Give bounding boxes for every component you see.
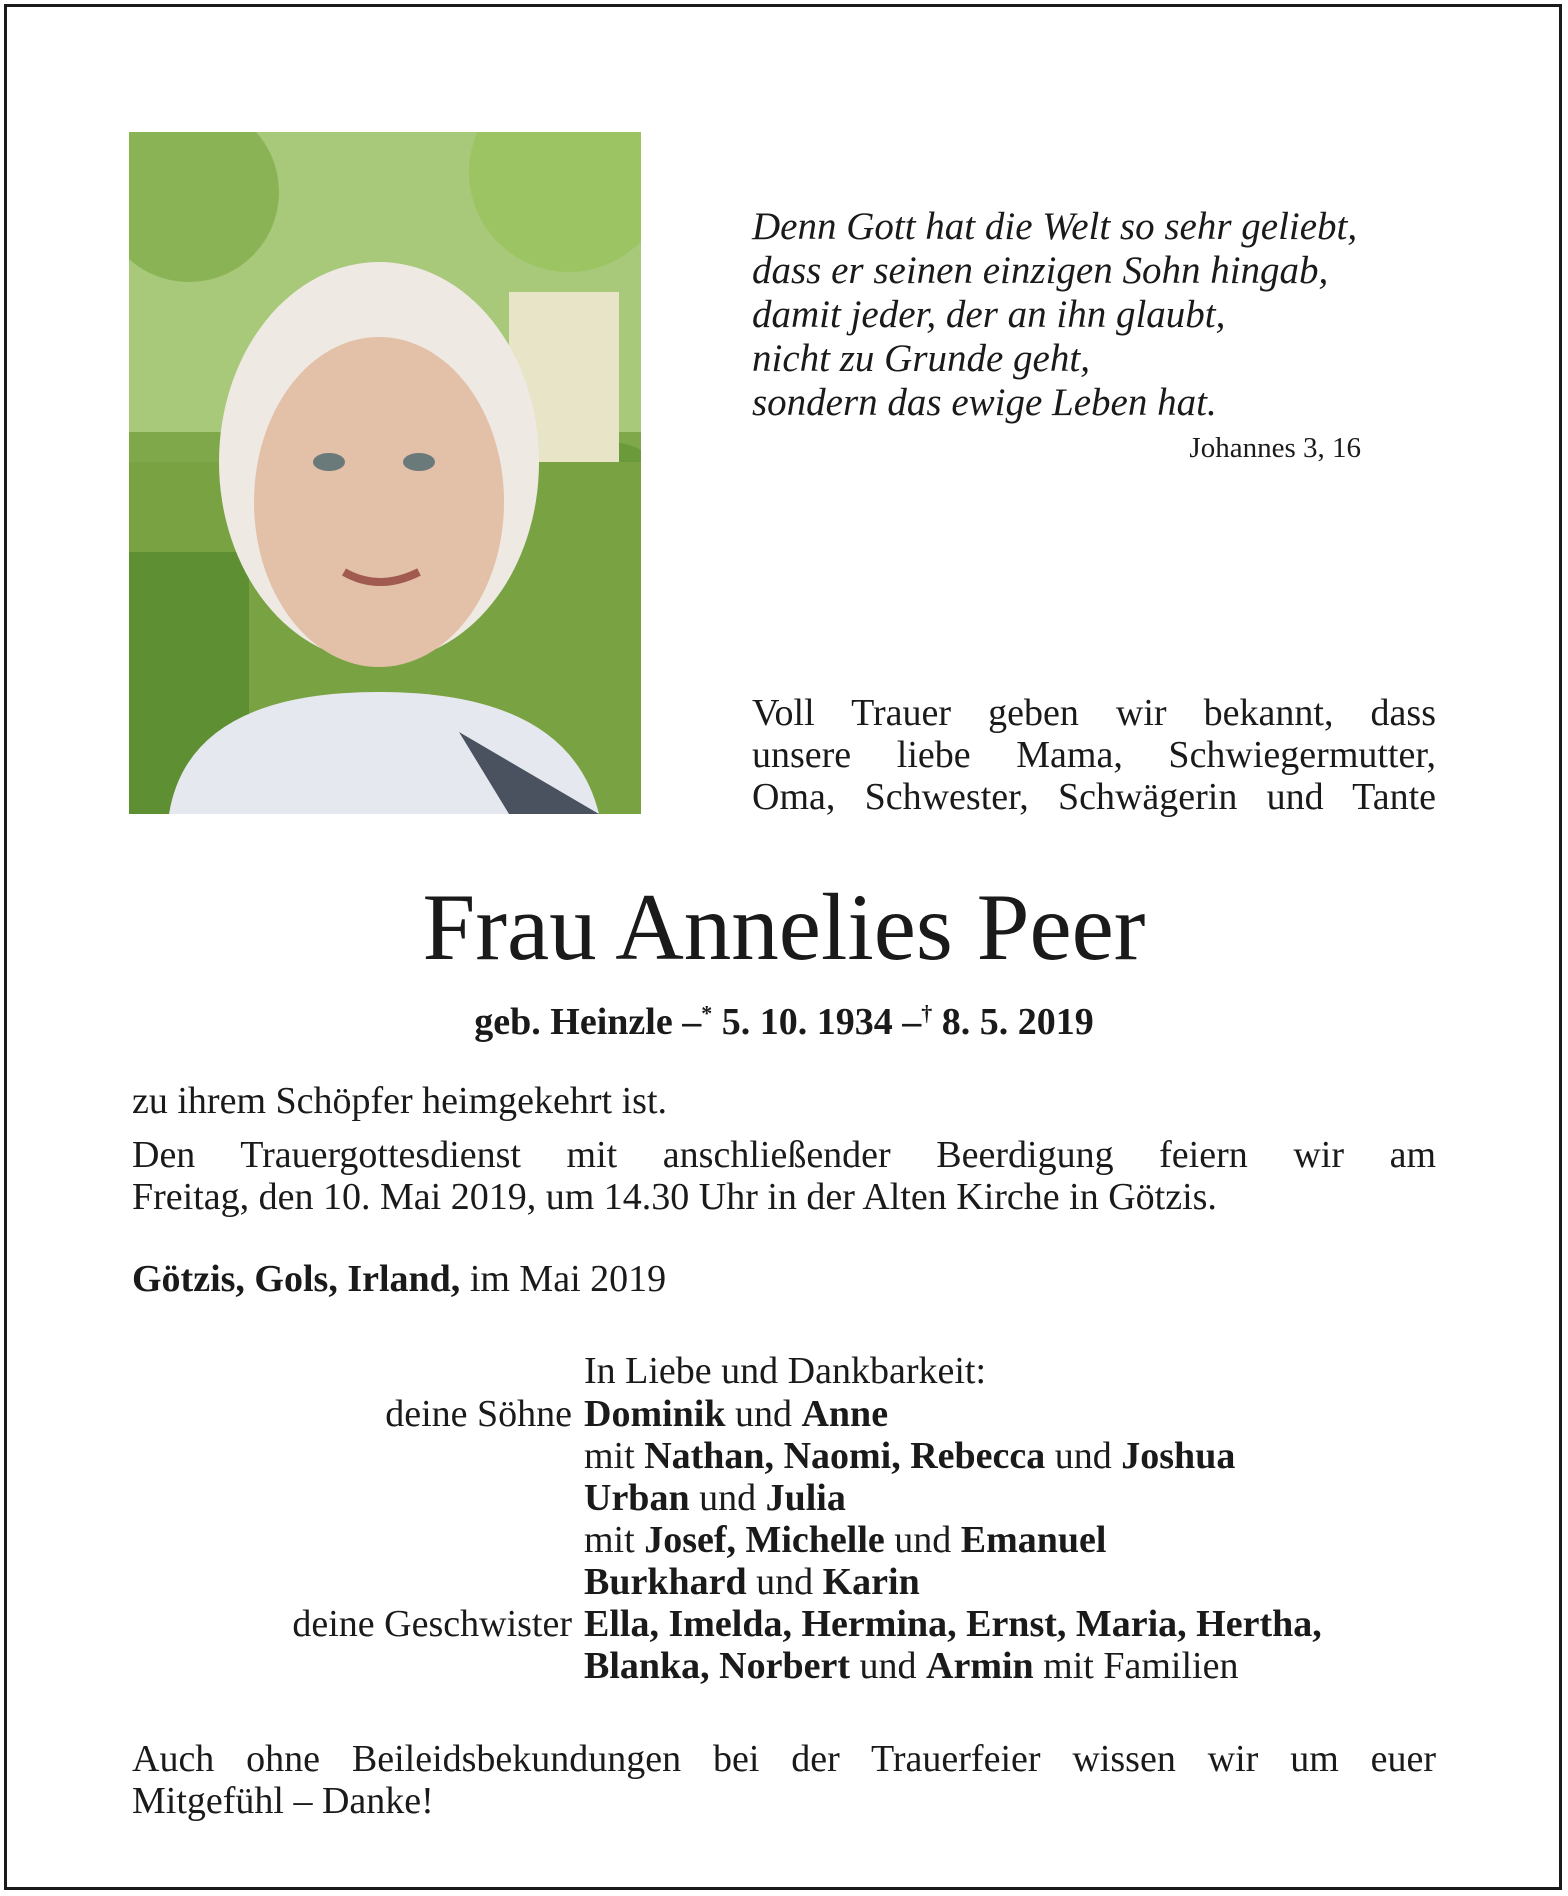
siblings-label: deine Geschwister bbox=[292, 1603, 572, 1645]
deceased-name: Frau Annelies Peer bbox=[422, 874, 1146, 980]
birth-symbol: * bbox=[701, 1000, 713, 1026]
service-line: Freitag, den 10. Mai 2019, um 14.30 Uhr in der Alten Kirche in Götzis. bbox=[132, 1176, 1217, 1218]
closing-text bbox=[132, 1738, 1436, 1822]
verse-line: damit jeder, der an ihn glaubt, bbox=[752, 293, 1226, 336]
verse-line: dass er seinen einzigen Sohn hingab, bbox=[752, 249, 1329, 292]
thanks-line: In Liebe und Dankbarkeit: bbox=[584, 1350, 987, 1392]
verse-reference: Johannes 3, 16 bbox=[1189, 432, 1361, 464]
life-dates: geb. Heinzle –* 5. 10. 1934 –† 8. 5. 2019 bbox=[474, 1000, 1094, 1043]
returned-text: zu ihrem Schöpfer heimgekehrt ist. bbox=[132, 1080, 668, 1122]
date-line: im Mai 2019 bbox=[469, 1258, 667, 1300]
sons-label: deine Söhne bbox=[385, 1393, 572, 1435]
closing-line: Mitgefühl – Danke! bbox=[132, 1780, 434, 1822]
family-line: mit Josef, Michelle und Emanuel bbox=[584, 1519, 1107, 1561]
family-line: Dominik und Anne bbox=[584, 1393, 889, 1435]
family-line: Ella, Imelda, Hermina, Ernst, Maria, Hertha, bbox=[584, 1603, 1322, 1645]
born-name: geb. Heinzle bbox=[474, 1001, 673, 1043]
death-symbol: † bbox=[921, 1000, 933, 1026]
family-line: Urban und Julia bbox=[584, 1477, 846, 1519]
family-line: Burkhard und Karin bbox=[584, 1561, 920, 1603]
verse-line: sondern das ewige Leben hat. bbox=[752, 381, 1217, 424]
family-line: mit Nathan, Naomi, Rebecca und Joshua bbox=[584, 1435, 1236, 1477]
announcement-line: unsere liebe Mama, Schwiegermutter, bbox=[752, 734, 1436, 776]
portrait-photo bbox=[129, 132, 641, 814]
bible-verse bbox=[752, 205, 1357, 425]
death-date: 8. 5. 2019 bbox=[941, 1001, 1094, 1043]
announcement-line: Voll Trauer geben wir bekannt, dass bbox=[752, 692, 1436, 734]
service-text bbox=[132, 1134, 1436, 1218]
family-line: Blanka, Norbert und Armin mit Familien bbox=[584, 1645, 1239, 1687]
verse-line: nicht zu Grunde geht, bbox=[752, 337, 1090, 380]
service-line: Den Trauergottesdienst mit anschließender Beerdigung feiern wir am bbox=[132, 1134, 1436, 1176]
verse-line: Denn Gott hat die Welt so sehr geliebt, bbox=[752, 205, 1358, 248]
place-date bbox=[132, 1258, 1436, 1300]
birth-date: 5. 10. 1934 bbox=[721, 1001, 893, 1043]
places: Götzis, Gols, Irland, bbox=[132, 1258, 461, 1300]
closing-line: Auch ohne Beileidsbekundungen bei der Trauerfeier wissen wir um euer bbox=[132, 1738, 1436, 1780]
announcement bbox=[752, 692, 1436, 818]
announcement-line: Oma, Schwester, Schwägerin und Tante bbox=[752, 776, 1436, 818]
